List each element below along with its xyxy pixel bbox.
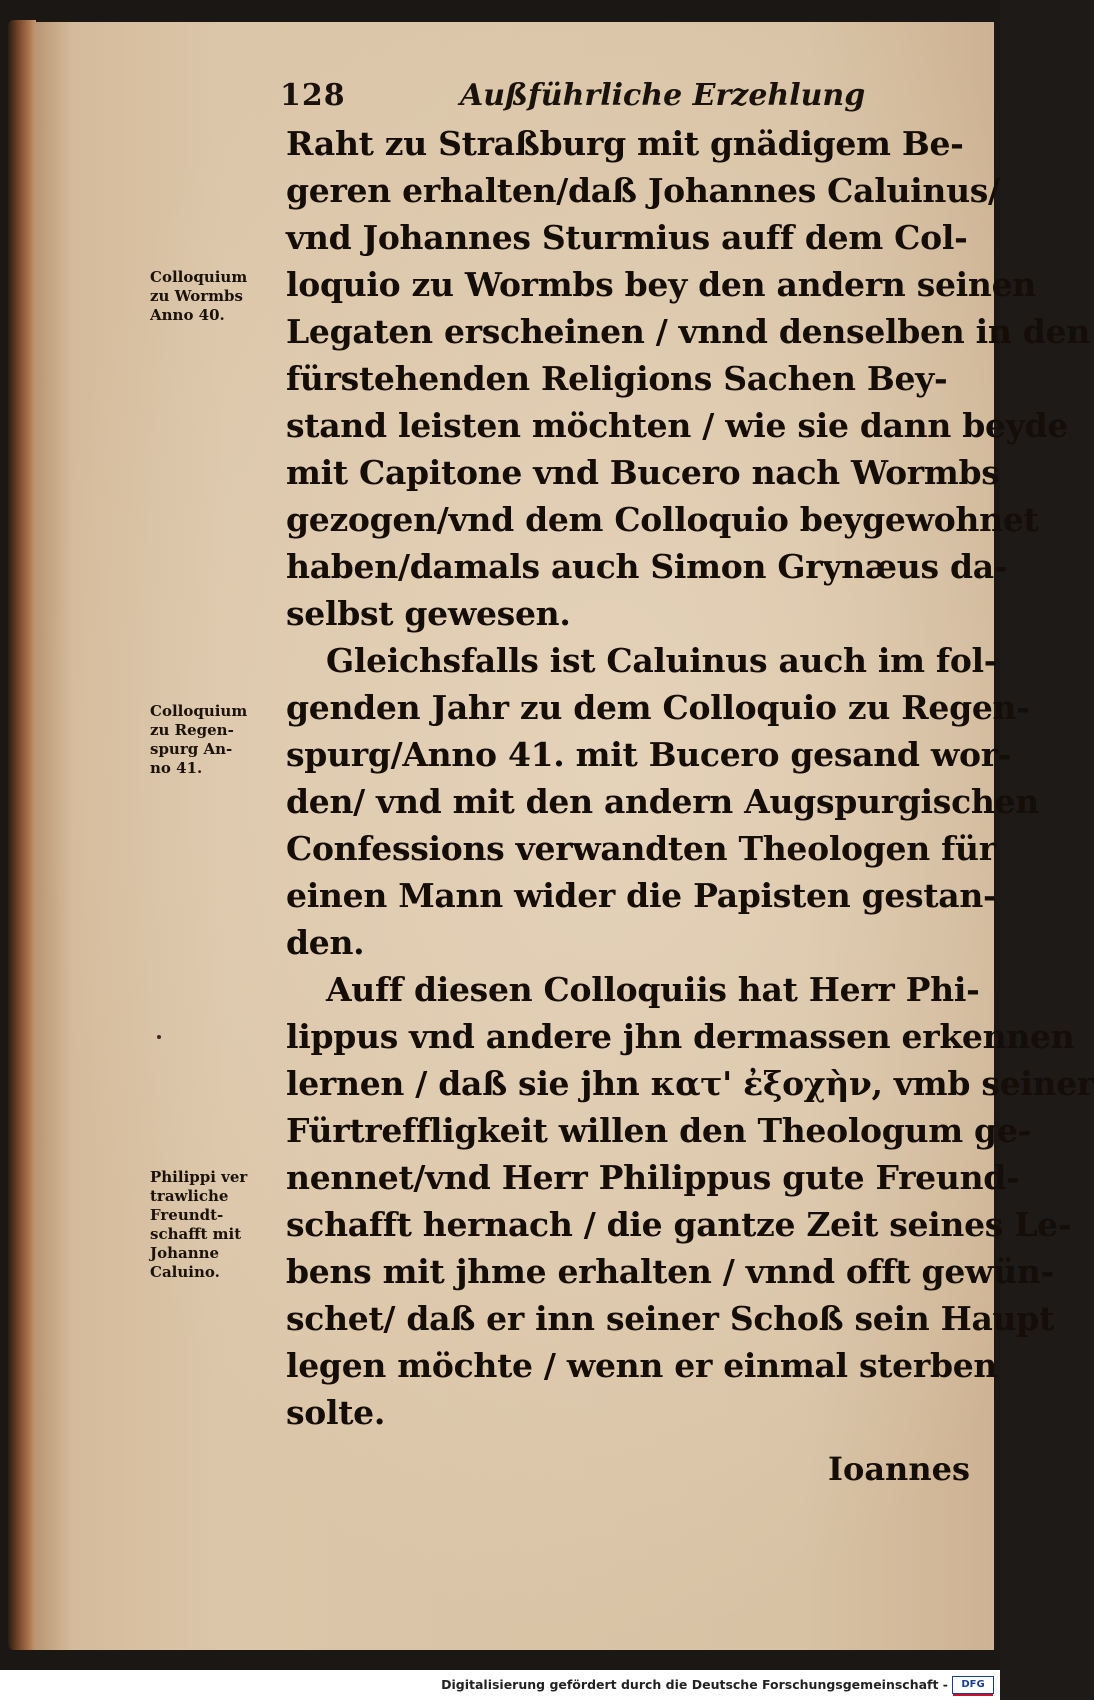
text-line: selbst gewesen. — [286, 594, 571, 633]
text-line: genden Jahr zu dem Colloquio zu Regen- — [286, 688, 1030, 727]
text-line: den/ vnd mit den andern Augspurgischen — [286, 782, 1039, 821]
text-line: schet/ daß er inn seiner Schoß sein Haupt — [286, 1299, 1054, 1338]
marginal-note-line: Freundt- — [150, 1206, 224, 1224]
text-line: einen Mann wider die Papisten gestan- — [286, 876, 997, 915]
marginal-note-line: Caluino. — [150, 1263, 220, 1281]
footer-bar — [0, 1670, 1000, 1700]
text-line: fürstehenden Religions Sachen Bey- — [286, 359, 948, 398]
marginal-note-line: spurg An- — [150, 740, 233, 758]
text-line: lernen / daß sie jhn κατ' ἐξοχὴν, vmb seiner — [286, 1064, 1094, 1103]
text-line: lippus vnd andere jhn dermassen erkennen — [286, 1017, 1075, 1056]
marginal-note-line: Anno 40. — [150, 306, 225, 324]
marginal-note-philippi-freundschafft — [150, 1168, 275, 1282]
book-page-edge — [8, 20, 36, 1650]
text-line: spurg/Anno 41. mit Bucero gesand wor- — [286, 735, 1012, 774]
text-line: Legaten erscheinen / vnnd denselben in den — [286, 312, 1090, 351]
funding-notice: Digitalisierung gefördert durch die Deutsche Forschungsgemeinschaft - — [441, 1677, 948, 1692]
text-line: schafft hernach / die gantze Zeit seines Le- — [286, 1205, 1072, 1244]
running-title: Außführliche Erzehlung — [460, 78, 866, 113]
body-text — [286, 120, 1094, 1436]
paragraph-start-line: Gleichsfalls ist Caluinus auch im fol- — [326, 641, 998, 680]
page-number: 128 — [280, 78, 346, 113]
marginal-note-line: Philippi ver — [150, 1168, 248, 1186]
text-line: haben/damals auch Simon Grynæus da- — [286, 547, 1008, 586]
text-line: geren erhalten/daß Johannes Caluinus/ — [286, 171, 1000, 210]
marginal-note-line: zu Regen- — [150, 721, 234, 739]
running-head — [240, 78, 940, 118]
text-line: gezogen/vnd dem Colloquio beygewohnet — [286, 500, 1039, 539]
dfg-logo: DFG — [952, 1676, 994, 1694]
marginal-note-line: schafft mit — [150, 1225, 242, 1243]
marginal-note-line: no 41. — [150, 759, 203, 777]
marginal-note-line: zu Wormbs — [150, 287, 243, 305]
margin-mark — [157, 1035, 161, 1039]
text-line: nennet/vnd Herr Philippus gute Freund- — [286, 1158, 1020, 1197]
text-line: Confessions verwandten Theologen für — [286, 829, 996, 868]
text-line: Fürtreffligkeit willen den Theologum ge- — [286, 1111, 1031, 1150]
marginal-note-line: Colloquium — [150, 702, 248, 720]
text-line: Raht zu Straßburg mit gnädigem Be- — [286, 124, 964, 163]
text-line: stand leisten möchten / wie sie dann beyde — [286, 406, 1069, 445]
marginal-note-line: trawliche — [150, 1187, 229, 1205]
text-line: bens mit jhme erhalten / vnnd offt gewün- — [286, 1252, 1054, 1291]
paragraph-start-line: Auff diesen Colloquiis hat Herr Phi- — [326, 970, 980, 1009]
marginal-note-colloquium-regenspurg — [150, 702, 275, 778]
text-line: solte. — [286, 1393, 386, 1432]
marginal-note-line: Johanne — [150, 1244, 220, 1262]
marginal-note-colloquium-wormbs — [150, 268, 275, 325]
text-line: den. — [286, 923, 365, 962]
text-line: legen möchte / wenn er einmal sterben — [286, 1346, 998, 1385]
text-line: loquio zu Wormbs bey den andern seinen — [286, 265, 1036, 304]
text-line: vnd Johannes Sturmius auff dem Col- — [286, 218, 968, 257]
marginal-note-line: Colloquium — [150, 268, 248, 286]
text-line: mit Capitone vnd Bucero nach Wormbs — [286, 453, 1000, 492]
catchword: Ioannes — [828, 1450, 970, 1488]
